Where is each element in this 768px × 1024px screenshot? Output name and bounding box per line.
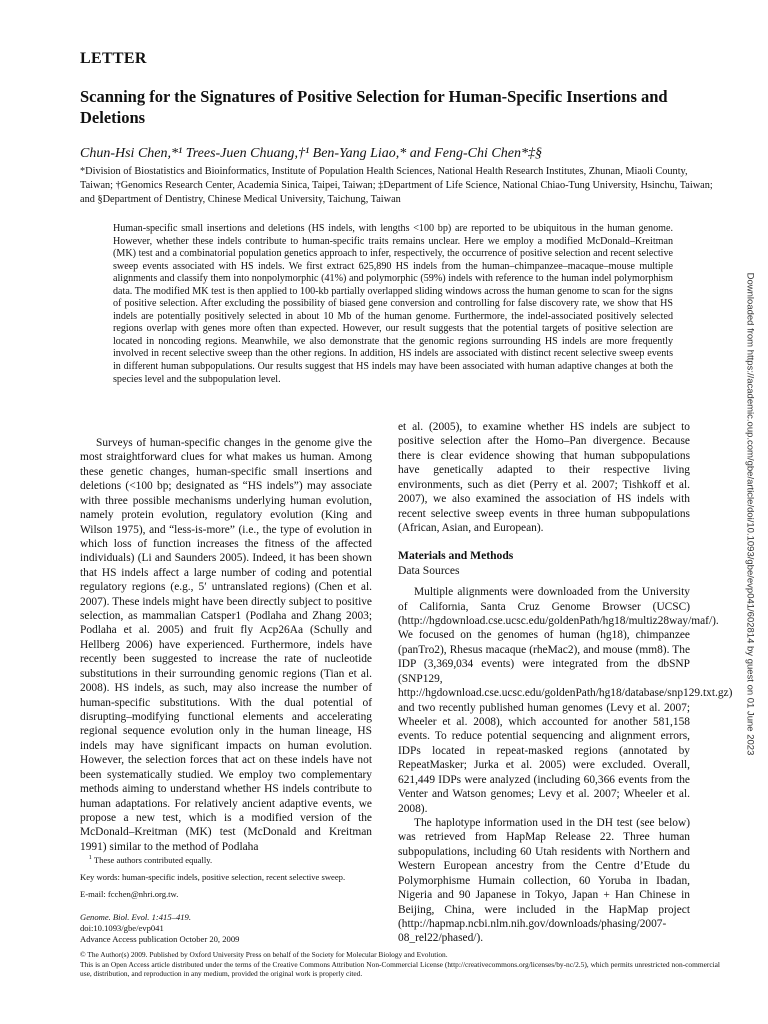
subsection-heading: Data Sources bbox=[398, 563, 460, 577]
journal-citation: Genome. Biol. Evol. 1:415–419. bbox=[80, 912, 191, 922]
section-label: LETTER bbox=[80, 50, 147, 67]
download-watermark bbox=[742, 249, 758, 779]
methods-paragraph: The haplotype information used in the DH test (see below) was retrieved from HapMap Release 22. Three human subpopulations, including 60 Utah residents with Northern and Western European ancestry from the Centre d’Etude du Polymorphisme Humain collection, 60 Yoruba in Ibadan, Nigeria and 90 Japanese in Tokyo, Japan + Han Chinese in Beijing, China, were included in the HapMap project (http://hapmap.ncbi.nlm.nih.gov/downloads/phasing/2007-08_rel22/phased/). bbox=[398, 816, 690, 945]
section-heading: Materials and Methods bbox=[398, 549, 514, 563]
doi: doi:10.1093/gbe/evp041 bbox=[80, 922, 164, 933]
methods-paragraph: Multiple alignments were downloaded from the University of California, Santa Cruz Genome Browser (UCSC) (http://hgdownload.cse.ucsc.edu/goldenPath/hg18/multiz28way/maf/). We focused on the genomes of human (hg18), chimpanzee (panTro2), Rhesus macaque (rheMac2), and mouse (mm8). The IDP (3,369,034 events) were integrated from the dbSNP (SNP129, http://hgdownload.cse.ucsc.edu/goldenPath/hg18/database/snp129.txt.gz) and two recently published human genomes (Levy et al. 2007; Wheeler et al. 2008), which accounted for another 581,158 events. To reduce potential sequencing and alignment errors, IDPs located in repeat-masked regions (annotated by RepeatMasker; Jurka et al. 2005) were excluded. Overall, 621,449 IDPs were analyzed (including 60,366 events from the Venter and Watson genomes; Levy et al. 2007; Wheeler et al. 2008). bbox=[398, 586, 733, 815]
footnote-mark: 1 bbox=[88, 854, 92, 861]
footnote-equal-contribution bbox=[80, 852, 372, 866]
author-affiliations: *Division of Biostatistics and Bioinformatics, Institute of Population Health Sciences, National Health Research Institutes, Zhunan, Miaoli County, Taiwan; †Genomics Research Center, Academia Sinica, Taipei, Taiwan; ‡Department of Life Science, National Chiao-Tung University, Hsinchu, Taiwan; and §Department of Dentistry, Chinese Medical University, Taichung, Taiwan bbox=[80, 166, 713, 205]
copyright-notice bbox=[80, 950, 720, 979]
contact-email: E-mail: fcchen@nhri.org.tw. bbox=[80, 889, 179, 900]
keywords: Key words: human-specific indels, positive selection, recent selective sweep. bbox=[80, 871, 346, 882]
article-title: Scanning for the Signatures of Positive Selection for Human-Specific Insertions and Deletions bbox=[80, 87, 668, 127]
author-list: Chun-Hsi Chen,*¹ Trees-Juen Chuang,†¹ Ben-Yang Liao,* and Feng-Chi Chen*‡§ bbox=[80, 146, 542, 161]
abstract: Human-specific small insertions and deletions (HS indels, with lengths <100 bp) are reported to be ubiquitous in the human genome. However, whether these indels contribute to human-specific traits remains unclear. Here we employ a modified McDonald–Kreitman (MK) test and a combinatorial population genetics approach to infer, respectively, the occurrence of positive selection and recent selective sweep events associated with HS indels. We first extract 625,890 HS indels from the human–chimpanzee–macaque–mouse multiple alignments and classify them into nonpolymorphic (41%) and polymorphic (59%) indels with reference to the human indel polymorphism data. The modified MK test is then applied to 100-kb partially overlapped sliding windows across the human genome to scan for the signs of positive selection. After excluding the possibility of biased gene conversion and controlling for false discovery rate, we show that HS indels are potentially positively selected in about 10 Mb of the human genome. Furthermore, the indel-associated positively selected regions overlap with genes more often than expected. However, our result suggests that the potential targets of positive selection are located in noncoding regions. Meanwhile, we also demonstrate that the genomic regions surrounding HS indels are more frequently involved in recent selective sweep than the other regions. In addition, HS indels are associated with distinct recent selective sweep events in different human subpopulations. Our results suggest that HS indels may have been associated with human adaptive changes at both the species level and the subpopulation level. bbox=[113, 223, 673, 385]
body-column-right bbox=[398, 420, 733, 946]
body-column-left bbox=[80, 436, 372, 854]
license-text: This is an Open Access article distributed under the terms of the Creative Commons Attribution Non-Commercial License (http://creativecommons.org/licenses/by-nc/2.5), which permits unrestricted non-commercial use, distribution, and reproduction in any medium, provided the original work is properly cited. bbox=[80, 959, 720, 979]
intro-paragraph: Surveys of human-specific changes in the genome give the most straightforward clues for what makes us human. Among these genetic changes, human-specific small insertions and deletions (<100 bp; designated as “HS indels”) may associate with three possible mechanisms underlying human evolution, namely protein evolution, regulatory evolution (King and Wilson 1975), and “less-is-more” (i.e., the type of evolution in which loss of function increases the fitness of the affected individuals) (Li and Saunders 2005). Indeed, it has been shown that HS indels affect a large number of coding and potential regulatory regions (e.g., 5′ untranslated regions) (Chen et al. 2007). These indels might have been directly subject to positive selection, as mammalian Catsper1 (Podlaha and Zhang 2003; Podlaha et al. 2005) and fruit fly Acp26Aa (Schully and Hellberg 2006) have experienced. Furthermore, indels have recently been suggested to increase the rate of nucleotide substitutions in their surrounding genomic regions (Tian et al. 2008). HS indels, as such, may also increase the number of human-specific substitutions. With the dual potential of disrupting–modifying functional elements and accelerating regional sequence evolution only in the human lineage, HS indels may have significant impacts on human evolution. However, the selection forces that act on these indels have not been systematically studied. We employ two complementary methods aiming to understand whether HS indels contribute to human adaptations. For relatively ancient adaptive events, we propose a new test, which is a modified version of the McDonald–Kreitman (MK) test (McDonald and Kreitman 1991) similar to the method of Podlaha bbox=[80, 437, 372, 853]
copyright-line: © The Author(s) 2009. Published by Oxford University Press on behalf of the Society for Molecular Biology and Evolution. bbox=[80, 950, 448, 959]
footnotes bbox=[80, 852, 372, 906]
intro-paragraph-continued: et al. (2005), to examine whether HS indels are subject to positive selection after the Homo–Pan divergence. Because there is clear evidence showing that human subpopulations have genetically adapted to their respective living environments, such as diet (Perry et al. 2007; Tishkoff et al. 2007), we also examined the association of HS indels with recent selective sweep events in three human subpopulations (African, Asian, and European). bbox=[398, 421, 690, 534]
footnote-text: These authors contributed equally. bbox=[93, 854, 213, 865]
advance-access: Advance Access publication October 20, 2009 bbox=[80, 933, 240, 944]
watermark-text: Downloaded from https://academic.oup.com/gbe/article/doi/10.1093/gbe/evp041/602814 by guest on 01 June 2023 bbox=[744, 272, 756, 756]
article-metadata bbox=[80, 912, 372, 944]
